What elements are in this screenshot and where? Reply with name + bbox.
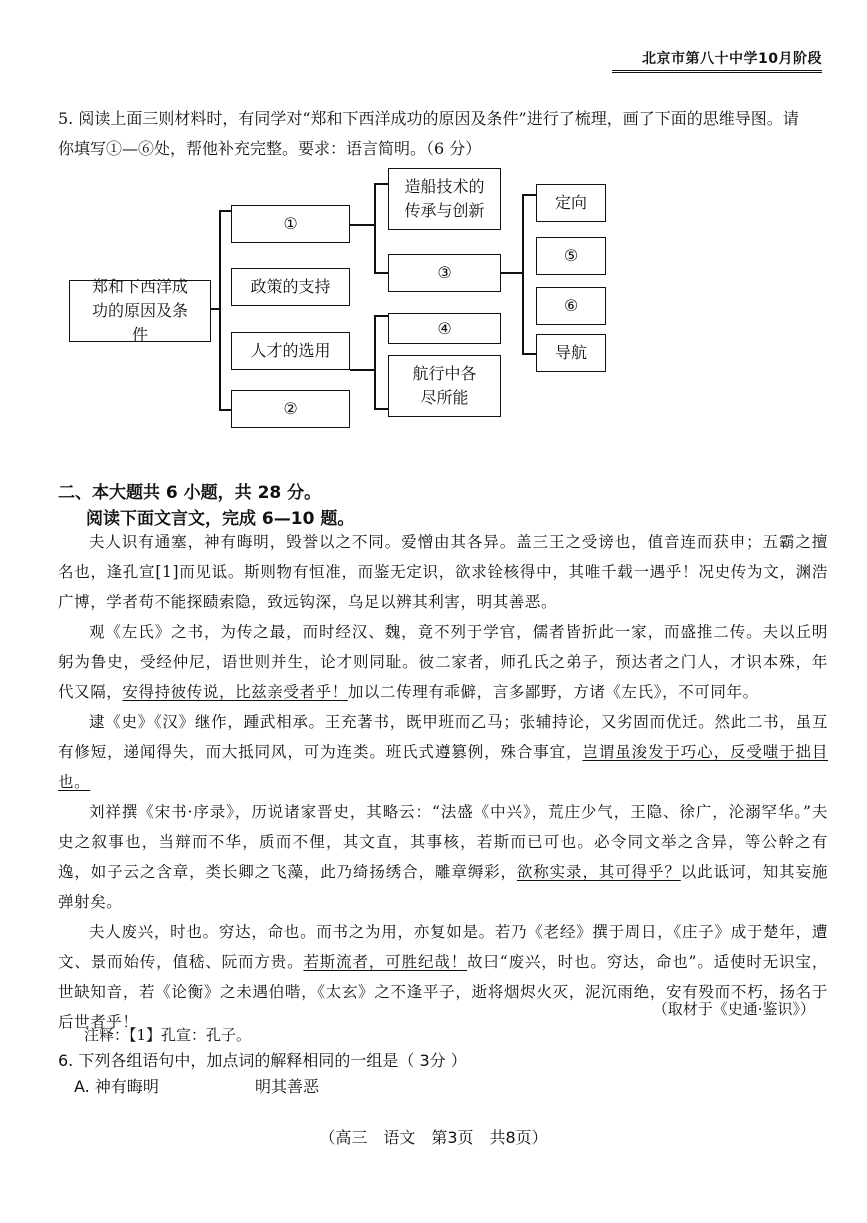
connector-line — [350, 224, 374, 226]
passage-paragraph-5 — [58, 917, 828, 1037]
mind-map-policy-support — [231, 268, 350, 306]
mind-map-navigation — [536, 334, 606, 372]
connector-line — [374, 183, 376, 273]
mind-map-talent-selection — [231, 332, 350, 370]
mind-map-blank-3 — [388, 254, 501, 292]
question-5-line2: 你填写①—⑥处，帮他补充完整。要求：语言简明。（6 分） — [58, 139, 482, 158]
connector-line — [219, 210, 221, 410]
mind-map-sailing-roles — [388, 355, 501, 417]
blank-3-label: ③ — [437, 263, 452, 282]
sailing-roles-label: 航行中各尽所能 — [412, 364, 477, 407]
connector-line — [374, 408, 388, 410]
talent-selection-label: 人才的选用 — [250, 341, 331, 360]
passage-p2-text: 观《左氏》之书，为传之最，而时经汉、魏，竟不列于学官，儒者皆折此一家，而盛推二传。夫以丘明躬为鲁史，受经仲尼，语世则并生，论才则同耻。彼二家者，师孔氏之弟子，预达者之门人，才识本殊，年代又隔， — [58, 623, 828, 701]
passage-p2-underlined: 安得持彼传说，比兹亲受者乎！ — [122, 683, 348, 701]
passage-paragraph-4 — [58, 797, 828, 917]
passage-p3-text: 逮《史》《汉》继作，踵武相承。王充著书，既甲班而乙马；张辅持论，又劣固而优迁。然此二书，虽互有修短，递闻得失，而大抵同风，可为连类。班氏式遵篡例，殊合事宜， — [58, 713, 828, 761]
mind-map-blank-2 — [231, 390, 350, 428]
mind-map-orientation — [536, 184, 606, 222]
connector-line — [350, 369, 374, 371]
passage-paragraph-2 — [58, 617, 828, 707]
connector-line — [501, 272, 523, 274]
passage-p4-text: 刘祥撰《宋书·序录》，历说诸家晋史，其略云：“法盛《中兴》，荒庄少气，王隐、徐广，沦溺罕华。”夫史之叙事也，当辩而不华，质而不俚，其文直，其事核，若斯而已可也。必令同文举之含异，等公幹之有逸，如子云之含章，类长卿之飞藻，此乃绮扬绣合，雕章缛彩， — [58, 803, 828, 881]
classical-passage — [58, 527, 828, 1037]
connector-line — [374, 272, 388, 274]
passage-note: 注释：【1】孔宣：孔子。 — [84, 1026, 252, 1044]
passage-p5-text-end: 故曰“废兴，时也。穷达，命也”。适使时无识宝，世缺知音，若《论衡》之未遇伯喈，《太玄》之不逢平子，逝将烟烬火灭，泥沉雨绝，安有殁而不朽，扬名于后世者乎！ — [58, 953, 828, 1031]
passage-p5-underlined: 若斯流者，可胜纪哉！ — [303, 953, 468, 971]
question-6-option-a: A. 神有晦明 — [74, 1077, 159, 1096]
blank-4-label: ④ — [437, 318, 452, 338]
mind-map-root — [69, 277, 211, 344]
mind-map-blank-1 — [231, 205, 350, 243]
connector-line — [374, 315, 376, 409]
page-footer: （高三 语文 第3页 共8页） — [319, 1128, 548, 1147]
blank-5-label: ⑤ — [563, 246, 579, 265]
connector-line — [522, 194, 524, 354]
question-6-option-a-pair: 明其善恶 — [255, 1077, 320, 1096]
passage-p5-text: 夫人废兴，时也。穷达，命也。而书之为用，亦复如是。若乃《老经》撰于周日，《庄子》成于楚年，遭文、景而始传，值嵇、阮而方贵。 — [58, 923, 828, 971]
mind-map-blank-6 — [536, 287, 606, 325]
connector-line — [219, 210, 231, 212]
passage-p4-underlined: 欲称实录，其可得乎？ — [516, 863, 681, 881]
navigation-label: 导航 — [554, 343, 587, 362]
passage-paragraph-1: 夫人识有通塞，神有晦明，毁誉以之不同。爱憎由其各异。盖三王之受谤也，值音连而获申；五霸之擅名也，逢孔宣[1]而见诋。斯则物有恒准，而鉴无定识，欲求铨核得中，其唯千载一遇乎！况史传为文，渊浩广博，学者苟不能探赜索隐，致远钩深，乌足以辨其利害，明其善恶。 — [58, 533, 828, 611]
policy-support-label: 政策的支持 — [250, 277, 331, 296]
mind-map-blank-4 — [388, 313, 501, 344]
question-5-line1: 5. 阅读上面三则材料时，有同学对“郑和下西洋成功的原因及条件”进行了梳理，画了下面的思维导图。请 — [58, 109, 799, 128]
passage-source: （取材于《史通·鉴识》） — [652, 1000, 815, 1018]
mind-map-root-text: 郑和下西洋成功的原因及条件 — [91, 277, 188, 344]
connector-line — [522, 353, 536, 355]
blank-2-label: ② — [283, 399, 298, 418]
connector-line — [374, 315, 388, 317]
question-6-stem: 6. 下列各组语句中，加点词的解释相同的一组是（ 3分 ） — [58, 1051, 467, 1070]
passage-p3-underlined: 岂谓虽浚发于巧心，反受嗤于拙目也。 — [58, 743, 828, 791]
school-exam-tag: 北京市第八十中学10月阶段 — [612, 48, 822, 73]
passage-p4-text-end: 以此诋诃，知其妄施弹射矣。 — [58, 863, 828, 911]
orientation-label: 定向 — [554, 193, 587, 212]
mind-map-shipbuilding — [388, 168, 501, 230]
passage-p2-text-end: 加以二传理有乖僻，言多鄙野，方诸《左氏》，不可同年。 — [347, 683, 759, 701]
connector-line — [522, 194, 536, 196]
mind-map-blank-5 — [536, 237, 606, 275]
blank-6-label: ⑥ — [563, 296, 579, 315]
blank-1-label: ① — [283, 214, 298, 233]
shipbuilding-label: 造船技术的传承与创新 — [404, 177, 485, 220]
connector-line — [219, 409, 231, 411]
passage-paragraph-3 — [58, 707, 828, 797]
connector-line — [374, 183, 388, 185]
mind-map — [0, 0, 867, 460]
section-2-instruction: 阅读下面文言文，完成 6—10 题。 — [86, 509, 355, 529]
section-2-title: 二、本大题共 6 小题，共 28 分。 — [58, 483, 322, 503]
